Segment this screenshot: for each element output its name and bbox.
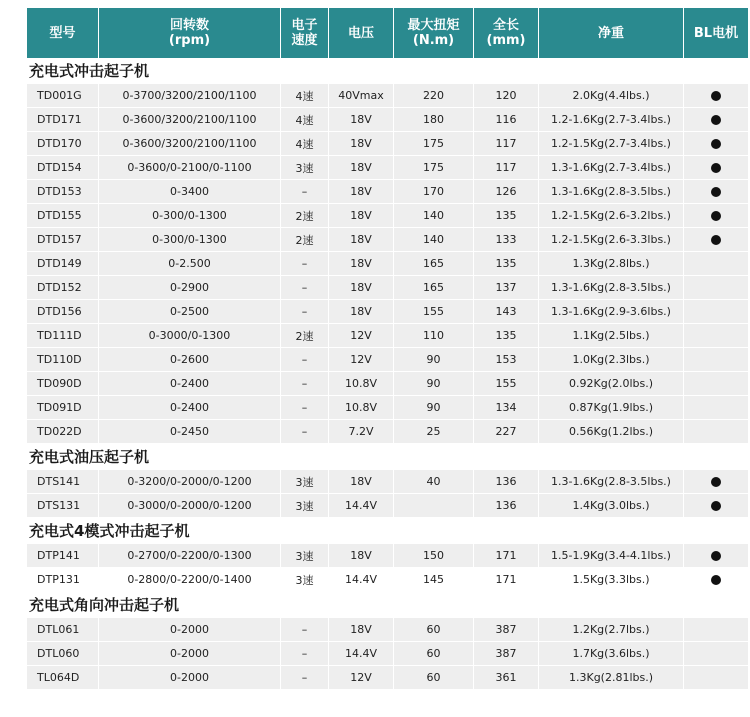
weight-cell: 1.3Kg(2.81lbs.) <box>539 666 684 690</box>
length-cell: 387 <box>474 642 539 666</box>
bl-motor-cell <box>684 372 748 396</box>
bl-motor-cell <box>684 470 748 494</box>
table-row <box>27 396 748 420</box>
table-row <box>27 642 748 666</box>
weight-cell: 1.1Kg(2.5lbs.) <box>539 324 684 348</box>
weight-cell: 1.3-1.6Kg(2.9-3.6lbs.) <box>539 300 684 324</box>
table-row <box>27 84 748 108</box>
section-title: 充电式4模式冲击起子机 <box>27 518 748 544</box>
length-cell: 361 <box>474 666 539 690</box>
torque-cell: 180 <box>394 108 474 132</box>
weight-cell: 1.2-1.5Kg(2.7-3.4lbs.) <box>539 132 684 156</box>
bl-motor-cell <box>684 156 748 180</box>
voltage-cell: 18V <box>329 180 394 204</box>
bl-motor-cell <box>684 348 748 372</box>
length-cell: 135 <box>474 252 539 276</box>
model-cell: DTD153 <box>27 180 99 204</box>
voltage-cell: 40Vmax <box>329 84 394 108</box>
model-cell: DTD149 <box>27 252 99 276</box>
torque-cell: 165 <box>394 252 474 276</box>
rpm-cell: 0-2900 <box>99 276 281 300</box>
length-cell: 135 <box>474 324 539 348</box>
model-cell: DTP131 <box>27 568 99 592</box>
torque-cell: 60 <box>394 618 474 642</box>
rpm-cell: 0-3600/3200/2100/1100 <box>99 108 281 132</box>
model-cell: DTD154 <box>27 156 99 180</box>
weight-cell: 1.2-1.6Kg(2.7-3.4lbs.) <box>539 108 684 132</box>
bl-motor-cell <box>684 228 748 252</box>
length-cell: 134 <box>474 396 539 420</box>
table-row <box>27 348 748 372</box>
section-title: 充电式冲击起子机 <box>27 58 748 84</box>
length-cell: 116 <box>474 108 539 132</box>
header-weight: 净重 <box>539 8 684 58</box>
rpm-cell: 0-2000 <box>99 642 281 666</box>
bl-motor-cell <box>684 666 748 690</box>
voltage-cell: 12V <box>329 324 394 348</box>
length-cell: 171 <box>474 544 539 568</box>
length-cell: 137 <box>474 276 539 300</box>
bl-motor-cell <box>684 108 748 132</box>
header-voltage: 电压 <box>329 8 394 58</box>
electronic-speed-cell: 3速 <box>281 470 329 494</box>
electronic-speed-cell: – <box>281 420 329 444</box>
length-cell: 155 <box>474 372 539 396</box>
length-cell: 117 <box>474 132 539 156</box>
model-cell: DTD170 <box>27 132 99 156</box>
weight-cell: 2.0Kg(4.4lbs.) <box>539 84 684 108</box>
spec-body <box>27 58 748 690</box>
bl-motor-dot-icon <box>711 235 721 245</box>
table-row <box>27 180 748 204</box>
electronic-speed-cell: – <box>281 180 329 204</box>
electronic-speed-cell: – <box>281 348 329 372</box>
weight-cell: 1.3-1.6Kg(2.8-3.5lbs.) <box>539 276 684 300</box>
torque-cell: 90 <box>394 396 474 420</box>
bl-motor-cell <box>684 204 748 228</box>
rpm-cell: 0-2700/0-2200/0-1300 <box>99 544 281 568</box>
table-row <box>27 108 748 132</box>
bl-motor-cell <box>684 618 748 642</box>
bl-motor-cell <box>684 396 748 420</box>
rpm-cell: 0-3000/0-1300 <box>99 324 281 348</box>
electronic-speed-cell: – <box>281 666 329 690</box>
bl-motor-cell <box>684 568 748 592</box>
electronic-speed-cell: 3速 <box>281 568 329 592</box>
bl-motor-dot-icon <box>711 115 721 125</box>
voltage-cell: 18V <box>329 544 394 568</box>
model-cell: DTP141 <box>27 544 99 568</box>
model-cell: TD090D <box>27 372 99 396</box>
electronic-speed-cell: 3速 <box>281 544 329 568</box>
electronic-speed-cell: 3速 <box>281 494 329 518</box>
model-cell: DTD171 <box>27 108 99 132</box>
bl-motor-cell <box>684 642 748 666</box>
length-cell: 135 <box>474 204 539 228</box>
rpm-cell: 0-3200/0-2000/0-1200 <box>99 470 281 494</box>
model-cell: TL064D <box>27 666 99 690</box>
section-title: 充电式油压起子机 <box>27 444 748 470</box>
model-cell: TD091D <box>27 396 99 420</box>
bl-motor-cell <box>684 252 748 276</box>
electronic-speed-cell: – <box>281 396 329 420</box>
weight-cell: 0.87Kg(1.9lbs.) <box>539 396 684 420</box>
torque-cell <box>394 494 474 518</box>
table-row <box>27 544 748 568</box>
rpm-cell: 0-300/0-1300 <box>99 228 281 252</box>
electronic-speed-cell: 4速 <box>281 132 329 156</box>
torque-cell: 145 <box>394 568 474 592</box>
voltage-cell: 18V <box>329 108 394 132</box>
length-cell: 143 <box>474 300 539 324</box>
weight-cell: 1.5-1.9Kg(3.4-4.1lbs.) <box>539 544 684 568</box>
weight-cell: 1.0Kg(2.3lbs.) <box>539 348 684 372</box>
torque-cell: 155 <box>394 300 474 324</box>
model-cell: DTD155 <box>27 204 99 228</box>
length-cell: 171 <box>474 568 539 592</box>
section-title: 充电式角向冲击起子机 <box>27 592 748 618</box>
bl-motor-cell <box>684 84 748 108</box>
rpm-cell: 0-3600/3200/2100/1100 <box>99 132 281 156</box>
table-row <box>27 132 748 156</box>
voltage-cell: 18V <box>329 132 394 156</box>
bl-motor-cell <box>684 420 748 444</box>
table-row <box>27 494 748 518</box>
bl-motor-cell <box>684 180 748 204</box>
torque-cell: 90 <box>394 372 474 396</box>
bl-motor-cell <box>684 494 748 518</box>
electronic-speed-cell: – <box>281 372 329 396</box>
voltage-cell: 18V <box>329 252 394 276</box>
header-row <box>27 8 748 58</box>
weight-cell: 1.3-1.6Kg(2.8-3.5lbs.) <box>539 180 684 204</box>
voltage-cell: 10.8V <box>329 396 394 420</box>
weight-cell: 1.3-1.6Kg(2.8-3.5lbs.) <box>539 470 684 494</box>
table-row <box>27 618 748 642</box>
model-cell: TD022D <box>27 420 99 444</box>
rpm-cell: 0-3600/0-2100/0-1100 <box>99 156 281 180</box>
table-row <box>27 276 748 300</box>
voltage-cell: 12V <box>329 348 394 372</box>
length-cell: 387 <box>474 618 539 642</box>
torque-cell: 40 <box>394 470 474 494</box>
rpm-cell: 0-2400 <box>99 396 281 420</box>
length-cell: 120 <box>474 84 539 108</box>
section-title-row <box>27 518 748 544</box>
section-title-row <box>27 444 748 470</box>
voltage-cell: 18V <box>329 276 394 300</box>
model-cell: DTS131 <box>27 494 99 518</box>
electronic-speed-cell: 2速 <box>281 324 329 348</box>
rpm-cell: 0-3000/0-2000/0-1200 <box>99 494 281 518</box>
rpm-cell: 0-2000 <box>99 666 281 690</box>
bl-motor-cell <box>684 276 748 300</box>
electronic-speed-cell: 4速 <box>281 108 329 132</box>
rpm-cell: 0-2800/0-2200/0-1400 <box>99 568 281 592</box>
rpm-cell: 0-2400 <box>99 372 281 396</box>
bl-motor-dot-icon <box>711 501 721 511</box>
bl-motor-dot-icon <box>711 575 721 585</box>
weight-cell: 0.92Kg(2.0lbs.) <box>539 372 684 396</box>
weight-cell: 1.3-1.6Kg(2.7-3.4lbs.) <box>539 156 684 180</box>
model-cell: TD111D <box>27 324 99 348</box>
length-cell: 126 <box>474 180 539 204</box>
weight-cell: 1.5Kg(3.3lbs.) <box>539 568 684 592</box>
table-row <box>27 300 748 324</box>
bl-motor-cell <box>684 132 748 156</box>
rpm-cell: 0-2.500 <box>99 252 281 276</box>
model-cell: DTD152 <box>27 276 99 300</box>
table-row <box>27 252 748 276</box>
bl-motor-cell <box>684 324 748 348</box>
table-row <box>27 470 748 494</box>
voltage-cell: 14.4V <box>329 642 394 666</box>
model-cell: TD001G <box>27 84 99 108</box>
electronic-speed-cell: – <box>281 642 329 666</box>
torque-cell: 90 <box>394 348 474 372</box>
rpm-cell: 0-3700/3200/2100/1100 <box>99 84 281 108</box>
electronic-speed-cell: 3速 <box>281 156 329 180</box>
torque-cell: 175 <box>394 156 474 180</box>
electronic-speed-cell: – <box>281 252 329 276</box>
table-row <box>27 372 748 396</box>
model-cell: DTD157 <box>27 228 99 252</box>
torque-cell: 175 <box>394 132 474 156</box>
voltage-cell: 18V <box>329 204 394 228</box>
table-row <box>27 324 748 348</box>
header-model: 型号 <box>27 8 99 58</box>
bl-motor-cell <box>684 544 748 568</box>
bl-motor-dot-icon <box>711 91 721 101</box>
header-bl-motor: BL电机 <box>684 8 748 58</box>
table-row <box>27 420 748 444</box>
rpm-cell: 0-2500 <box>99 300 281 324</box>
bl-motor-dot-icon <box>711 139 721 149</box>
torque-cell: 150 <box>394 544 474 568</box>
voltage-cell: 18V <box>329 470 394 494</box>
table-row <box>27 666 748 690</box>
weight-cell: 1.4Kg(3.0lbs.) <box>539 494 684 518</box>
weight-cell: 1.3Kg(2.8lbs.) <box>539 252 684 276</box>
rpm-cell: 0-2600 <box>99 348 281 372</box>
torque-cell: 110 <box>394 324 474 348</box>
weight-cell: 1.2-1.5Kg(2.6-3.3lbs.) <box>539 228 684 252</box>
header-electronic-speed: 电子 速度 <box>281 8 329 58</box>
spec-table <box>27 8 748 690</box>
bl-motor-dot-icon <box>711 163 721 173</box>
torque-cell: 170 <box>394 180 474 204</box>
table-row <box>27 568 748 592</box>
voltage-cell: 12V <box>329 666 394 690</box>
torque-cell: 220 <box>394 84 474 108</box>
model-cell: DTS141 <box>27 470 99 494</box>
length-cell: 136 <box>474 494 539 518</box>
torque-cell: 165 <box>394 276 474 300</box>
weight-cell: 1.7Kg(3.6lbs.) <box>539 642 684 666</box>
torque-cell: 140 <box>394 204 474 228</box>
bl-motor-dot-icon <box>711 211 721 221</box>
model-cell: TD110D <box>27 348 99 372</box>
voltage-cell: 14.4V <box>329 568 394 592</box>
length-cell: 153 <box>474 348 539 372</box>
electronic-speed-cell: – <box>281 300 329 324</box>
weight-cell: 1.2Kg(2.7lbs.) <box>539 618 684 642</box>
bl-motor-dot-icon <box>711 551 721 561</box>
voltage-cell: 18V <box>329 228 394 252</box>
torque-cell: 60 <box>394 666 474 690</box>
rpm-cell: 0-2000 <box>99 618 281 642</box>
electronic-speed-cell: 2速 <box>281 204 329 228</box>
length-cell: 133 <box>474 228 539 252</box>
bl-motor-cell <box>684 300 748 324</box>
electronic-speed-cell: – <box>281 276 329 300</box>
header-max-torque: 最大扭矩 (N.m) <box>394 8 474 58</box>
header-length: 全长 (mm) <box>474 8 539 58</box>
header-rpm: 回转数 (rpm) <box>99 8 281 58</box>
electronic-speed-cell: 4速 <box>281 84 329 108</box>
section-title-row <box>27 58 748 84</box>
voltage-cell: 7.2V <box>329 420 394 444</box>
voltage-cell: 10.8V <box>329 372 394 396</box>
model-cell: DTL061 <box>27 618 99 642</box>
electronic-speed-cell: 2速 <box>281 228 329 252</box>
weight-cell: 1.2-1.5Kg(2.6-3.2lbs.) <box>539 204 684 228</box>
section-title-row <box>27 592 748 618</box>
torque-cell: 140 <box>394 228 474 252</box>
voltage-cell: 18V <box>329 618 394 642</box>
model-cell: DTD156 <box>27 300 99 324</box>
electronic-speed-cell: – <box>281 618 329 642</box>
voltage-cell: 18V <box>329 156 394 180</box>
rpm-cell: 0-300/0-1300 <box>99 204 281 228</box>
table-row <box>27 228 748 252</box>
rpm-cell: 0-3400 <box>99 180 281 204</box>
bl-motor-dot-icon <box>711 477 721 487</box>
voltage-cell: 18V <box>329 300 394 324</box>
rpm-cell: 0-2450 <box>99 420 281 444</box>
length-cell: 227 <box>474 420 539 444</box>
weight-cell: 0.56Kg(1.2lbs.) <box>539 420 684 444</box>
table-row <box>27 156 748 180</box>
model-cell: DTL060 <box>27 642 99 666</box>
length-cell: 136 <box>474 470 539 494</box>
torque-cell: 60 <box>394 642 474 666</box>
voltage-cell: 14.4V <box>329 494 394 518</box>
length-cell: 117 <box>474 156 539 180</box>
bl-motor-dot-icon <box>711 187 721 197</box>
table-row <box>27 204 748 228</box>
torque-cell: 25 <box>394 420 474 444</box>
